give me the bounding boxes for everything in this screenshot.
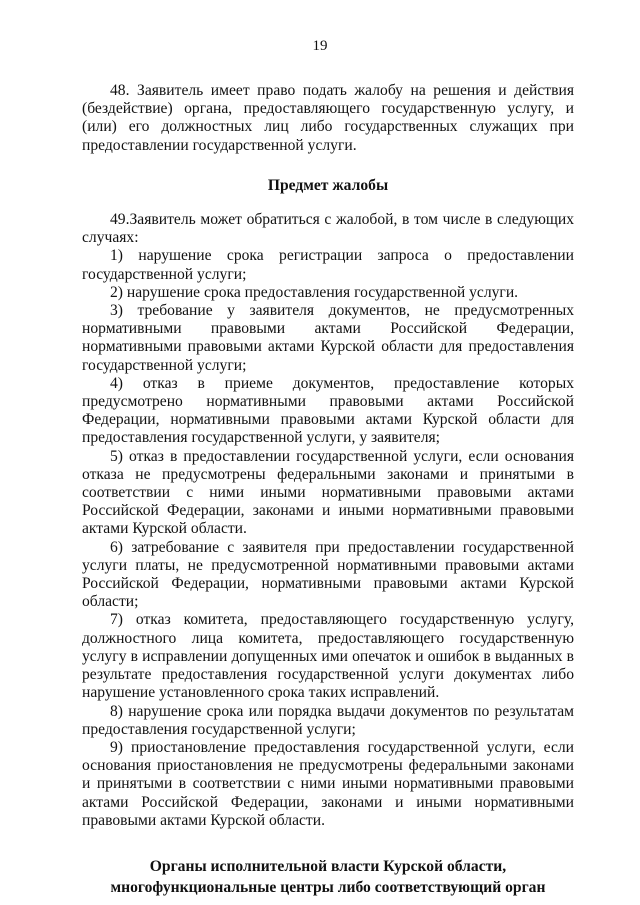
list-item-9: 9) приостановление предоставления государственной услуги, если основания приостановления не предусмотрены федеральными законами и принятыми в соответствии с ними иными нормативными правовыми актами Российской Федерации, законами и иными нормативными правовыми актами Курской области. (82, 738, 574, 829)
heading-complaint-subject: Предмет жалобы (267, 176, 389, 194)
list-item-4: 4) отказ в приеме документов, предоставление которых предусмотрено нормативными правовыми актами Российской Федерации, нормативными правовыми актами Курской области для предоставления государственной услуги, у заявителя; (82, 374, 574, 447)
heading-executive-organs (82, 856, 574, 898)
list-item-6: 6) затребование с заявителя при предоставлении государственной услуги платы, не предусмотренной нормативными правовыми актами Российской Федерации, нормативными правовыми актами Курской области; (82, 538, 574, 611)
paragraph-48: 48. Заявитель имеет право подать жалобу на решения и действия (бездействие) органа, предоставляющего государственную услугу, и (или) его должностных лиц либо государственных служащих при предоставлении государственной услуги. (82, 82, 574, 154)
list-item-3: 3) требование у заявителя документов, не предусмотренных нормативными правовыми актами Российской Федерации, нормативными правовыми актами Курской области для предоставления государственной услуги; (82, 302, 574, 374)
list-item-7: 7) отказ комитета, предоставляющего государственную услугу, должностного лица комитета, предоставляющего государственную услугу в исправлении допущенных ими опечаток и ошибок в выданных в результате предоставления государственной услуги документах либо нарушение установленного срока таких исправлений. (82, 611, 574, 702)
list-item-5: 5) отказ в предоставлении государственной услуги, если основания отказа не предусмотрены федеральными законами и принятыми в соответствии с ними иными нормативными правовыми актами Российской Федерации, законами и иными нормативными правовыми актами Курской области. (82, 447, 574, 538)
list-item-8: 8) нарушение срока или порядка выдачи документов по результатам предоставления государственной услуги; (82, 702, 574, 738)
page-number: 19 (312, 38, 328, 54)
paragraph-49-intro: 49.Заявитель может обратиться с жалобой, в том числе в следующих случаях: (82, 211, 574, 247)
heading-executive-organs-line-2: многофункциональные центры либо соответствующий орган (110, 878, 546, 896)
document-body (82, 82, 574, 898)
heading-executive-organs-line-1: Органы исполнительной власти Курской области, (149, 857, 507, 875)
list-item-2: 2) нарушение срока предоставления государственной услуги. (110, 283, 519, 301)
list-item-1: 1) нарушение срока регистрации запроса о предоставлении государственной услуги; (82, 247, 574, 283)
